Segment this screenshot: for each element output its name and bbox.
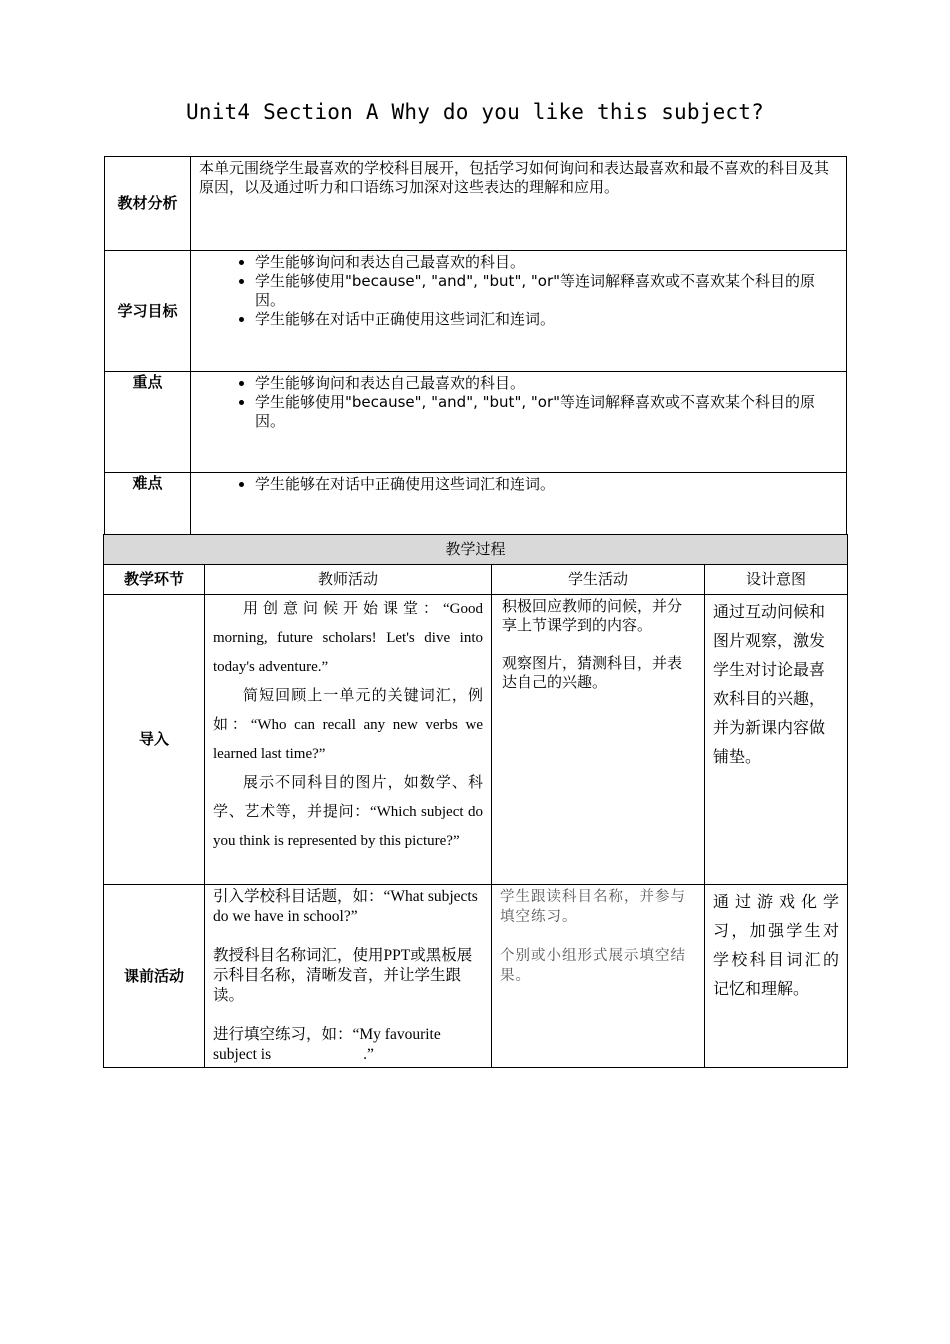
learning-goals-row: [105, 251, 847, 372]
teacher-paragraph: 教授科目名称词汇，使用PPT或黑板展示科目名称，清晰发音，并让学生跟读。: [213, 947, 473, 1004]
list-item: • 学生能够询问和表达自己最喜欢的科目。: [255, 374, 838, 393]
learning-goals-label: 学习目标: [105, 251, 191, 372]
process-header-row: [104, 565, 848, 595]
teacher-paragraph: 展示不同科目的图片，如数学、科学、艺术等，并提问：“Which subject do you think is represented by this picture?”: [213, 775, 483, 849]
intent-text: 通过互动问候和图片观察，激发学生对讨论最喜欢科目的兴趣，并为新课内容做铺垫。: [713, 602, 826, 766]
difficulties-list: [199, 475, 838, 494]
student-paragraph: 学生跟读科目名称，并参与填空练习。: [500, 889, 686, 925]
key-points-list-cell: [191, 372, 847, 473]
difficulties-label: 难点: [105, 473, 191, 535]
material-analysis-row: [105, 157, 847, 251]
material-analysis-label: 教材分析: [105, 157, 191, 251]
learning-goals-list-cell: [191, 251, 847, 372]
difficulties-list-cell: [191, 473, 847, 535]
pre-class-student-activity: [492, 885, 705, 1068]
student-paragraph: 积极回应教师的问候，并分享上节课学到的内容。: [502, 597, 683, 634]
list-item: • 学生能够在对话中正确使用这些词汇和连词。: [255, 310, 838, 329]
key-points-label: 重点: [105, 372, 191, 473]
column-header-student: 学生活动: [492, 565, 705, 595]
list-item: • 学生能够使用"because", "and", "but", "or"等连词解释喜欢或不喜欢某个科目的原因。: [255, 272, 838, 310]
fill-in-prompt: 进行填空练习，如：“My favourite subject is: [213, 1026, 441, 1063]
pre-class-teacher-activity: [205, 885, 492, 1068]
lesson-overview-table: [104, 156, 847, 535]
difficulties-row: [105, 473, 847, 535]
column-header-teacher: 教师活动: [205, 565, 492, 595]
fill-in-end: .”: [363, 1046, 374, 1063]
key-points-row: [105, 372, 847, 473]
column-header-stage: 教学环节: [104, 565, 205, 595]
intro-design-intent: [705, 595, 848, 885]
intro-student-activity: [492, 595, 705, 885]
intent-text: 通过游戏化学习，加强学生对学校科目词汇的记忆和理解。: [713, 892, 840, 998]
pre-class-design-intent: [705, 885, 848, 1068]
teacher-paragraph: 引入学校科目话题，如：“What subjects do we have in school?”: [213, 888, 478, 925]
pre-class-row: [104, 885, 848, 1068]
list-item: • 学生能够询问和表达自己最喜欢的科目。: [255, 253, 838, 272]
teacher-paragraph: [213, 1025, 483, 1065]
page-title: Unit4 Section A Why do you like this subject?: [186, 100, 764, 124]
student-paragraph: 观察图片，猜测科目，并表达自己的兴趣。: [502, 654, 683, 691]
stage-pre-class: 课前活动: [104, 885, 205, 1068]
column-header-intent: 设计意图: [705, 565, 848, 595]
process-heading-row: [104, 535, 848, 565]
stage-intro: 导入: [104, 595, 205, 885]
list-item: • 学生能够使用"because", "and", "but", "or"等连词解释喜欢或不喜欢某个科目的原因。: [255, 393, 838, 431]
teacher-paragraph: 简短回顾上一单元的关键词汇，例如：“Who can recall any new verbs we learned last time?”: [213, 688, 483, 762]
process-heading: 教学过程: [104, 535, 848, 565]
intro-teacher-activity: [205, 595, 492, 885]
key-points-list: [199, 374, 838, 431]
teacher-paragraph: 用创意问候开始课堂：“Good morning, future scholars! Let's dive into today's adventure.”: [213, 601, 483, 675]
student-paragraph: 个别或小组形式展示填空结果。: [500, 948, 686, 984]
intro-row: [104, 595, 848, 885]
learning-goals-list: [199, 253, 838, 329]
teaching-process-table: [103, 534, 848, 1068]
list-item: • 学生能够在对话中正确使用这些词汇和连词。: [255, 475, 838, 494]
material-analysis-text: 本单元围绕学生最喜欢的学校科目展开，包括学习如何询问和表达最喜欢和最不喜欢的科目及其原因，以及通过听力和口语练习加深对这些表达的理解和应用。: [191, 157, 847, 251]
